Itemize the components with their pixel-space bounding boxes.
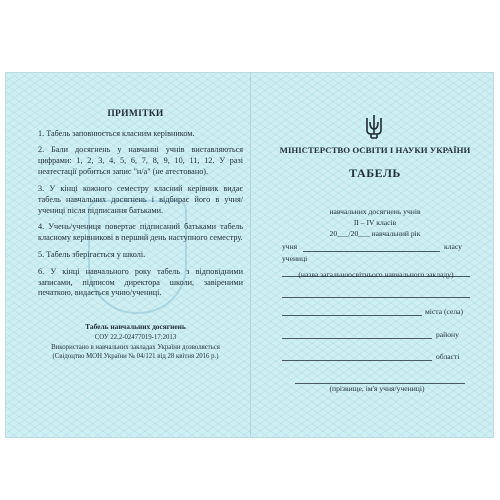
footer-standard: СОУ 22.2-02477019-17:2013: [94, 333, 177, 341]
note-item: 3. У кінці кожного семестру класний керівник видає табель навчальних досягнень і відбирає його в учня/учениці після підписання батьками.: [38, 183, 243, 215]
class-label: класу: [444, 242, 462, 251]
ministry-name: МІНІСТЕРСТВО ОСВІТИ І НАУКИ УКРАЇНИ: [279, 145, 471, 155]
subtitle-block: [275, 206, 475, 239]
school-caption: (назва загальноосвітнього навчального закладу): [298, 270, 454, 279]
district-label: району: [436, 330, 459, 339]
grades-line: II – IV класів: [353, 218, 397, 227]
region-field[interactable]: [282, 360, 432, 361]
student-name-field[interactable]: [303, 251, 440, 252]
name-caption: (прізвище, ім'я учня/учениці): [329, 384, 425, 393]
page-fold: [250, 72, 251, 438]
note-item: 1. Табель заповнюється класним керівником.: [38, 128, 195, 138]
trident-icon: [364, 114, 384, 140]
footer-usage: Використано в навчальних закладах України дозволяється: [51, 343, 220, 351]
footer-certificate: (Свідоцтво МОН України № 04/121 від 28 квітня 2016 р.): [52, 353, 219, 361]
form-footer: [28, 322, 243, 362]
title-block: [275, 145, 475, 181]
note-item: 6. У кінці навчального року табель з відповідними записами, підписом директора школи, завіреними печаткою, видається учню/учениці.: [38, 266, 243, 298]
notes-section: [28, 108, 243, 305]
city-field[interactable]: [282, 315, 422, 316]
notes-list: [28, 129, 243, 300]
city-label: міста (села): [425, 307, 464, 316]
district-field[interactable]: [282, 338, 432, 339]
year-line: 20___/20___ навчальний рік: [329, 229, 421, 238]
school-name-field-2[interactable]: [282, 297, 470, 298]
notes-title: ПРИМІТКИ: [107, 109, 164, 119]
document-title: ТАБЕЛЬ: [349, 165, 401, 180]
subtitle: навчальних досягнень учнів: [329, 207, 421, 216]
student-label: учня: [282, 242, 298, 251]
note-item: 4. Учень/учениця повертає підписаний батьками табель класному керівникові в перший день наступного семестру.: [38, 222, 243, 243]
note-item: 5. Табель зберігається у школі.: [38, 249, 146, 259]
note-item: 2. Бали досягнень у навчанні учнів виставляються цифрами: 1, 2, 3, 4, 5, 6, 7, 8, 9, 10, 11, 12. У разі неатестації робиться запис "н/а" (не атестовано).: [38, 145, 243, 177]
footer-title: Табель навчальних досягнень: [85, 322, 186, 331]
student-f-label: учениці: [282, 254, 308, 263]
region-label: області: [436, 352, 460, 361]
